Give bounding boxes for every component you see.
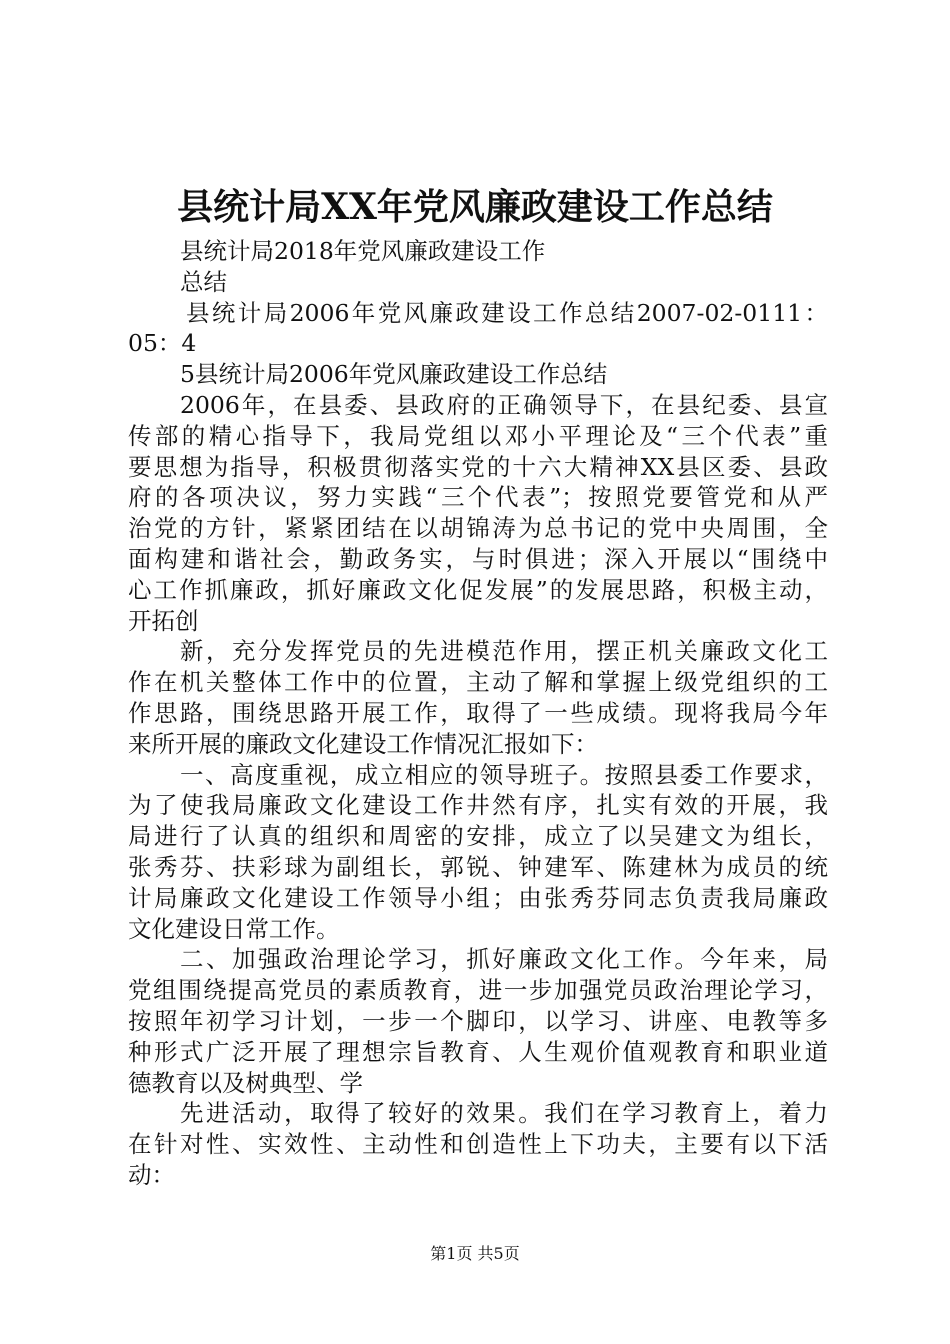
body-line: 传部的精心指导下，我局党组以邓小平理论及“三个代表”重 xyxy=(128,421,828,450)
page-footer: 第1页 共5页 xyxy=(430,1244,520,1263)
body-line: 开拓创 xyxy=(128,606,199,635)
body-line: 局进行了认真的组织和周密的安排，成立了以吴建文为组长， xyxy=(128,822,828,851)
body-line: 种形式广泛开展了理想宗旨教育、人生观价值观教育和职业道 xyxy=(128,1037,828,1066)
body-line: 先进活动，取得了较好的效果。我们在学习教育上，着力 xyxy=(180,1099,828,1128)
body-line: 要思想为指导，积极贯彻落实党的十六大精神XX县区委、县政 xyxy=(128,452,828,481)
body-line: 2006年，在县委、县政府的正确领导下，在县纪委、县宣 xyxy=(180,390,828,419)
body-line: 二、加强政治理论学习，抓好廉政文化工作。今年来，局 xyxy=(180,945,828,974)
body-line: 新，充分发挥党员的先进模范作用，摆正机关廉政文化工 xyxy=(180,637,828,666)
body-line: 文化建设日常工作。 xyxy=(128,914,340,943)
body-line: 作在机关整体工作中的位置，主动了解和掌握上级党组织的工 xyxy=(128,668,828,697)
body-line: 治党的方针，紧紧团结在以胡锦涛为总书记的党中央周围，全 xyxy=(128,514,828,543)
body-line: 动： xyxy=(128,1160,175,1189)
body-line: 德教育以及树典型、学 xyxy=(128,1068,363,1097)
body-line: 05：4 xyxy=(128,329,197,358)
body-line: 府的各项决议，努力实践“三个代表”；按照党要管党和从严 xyxy=(128,483,828,512)
body-line: 张秀芬、扶彩球为副组长，郭锐、钟建军、陈建林为成员的统 xyxy=(128,852,828,881)
body-line: 一、高度重视，成立相应的领导班子。按照县委工作要求， xyxy=(180,760,828,789)
body-line: 心工作抓廉政，抓好廉政文化促发展”的发展思路，积极主动， xyxy=(128,575,828,604)
body-line: 为了使我局廉政文化建设工作井然有序，扎实有效的开展，我 xyxy=(128,791,828,820)
body-line: 来所开展的廉政文化建设工作情况汇报如下： xyxy=(128,729,598,758)
document-body xyxy=(128,236,828,1191)
body-line: 面构建和谐社会，勤政务实，与时俱进；深入开展以“围绕中 xyxy=(128,544,828,573)
body-line: 党组围绕提高党员的素质教育，进一步加强党员政治理论学习， xyxy=(128,976,828,1005)
body-line: 按照年初学习计划，一步一个脚印，以学习、讲座、电教等多 xyxy=(128,1006,828,1035)
document-title: 县统计局XX年党风廉政建设工作总结 xyxy=(177,186,773,228)
body-line: 县统计局2018年党风廉政建设工作 xyxy=(180,237,546,265)
body-line: 计局廉政文化建设工作领导小组；由张秀芬同志负责我局廉政 xyxy=(128,883,828,912)
body-line: 作思路，围绕思路开展工作，取得了一些成绩。现将我局今年 xyxy=(128,698,828,727)
body-line: 在针对性、实效性、主动性和创造性上下功夫，主要有以下活 xyxy=(128,1130,828,1159)
body-line: 县统计局2006年党风廉政建设工作总结2007-02-0111： xyxy=(186,298,828,327)
body-line: 5县统计局2006年党风廉政建设工作总结 xyxy=(180,360,608,389)
body-line: 总结 xyxy=(180,267,227,296)
